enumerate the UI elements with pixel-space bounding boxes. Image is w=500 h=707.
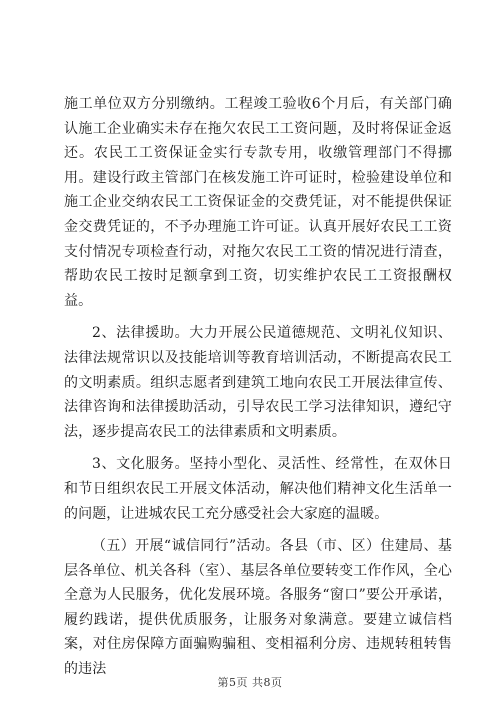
page-number-footer: 第5页 共8页 <box>217 676 283 689</box>
document-body <box>64 92 452 682</box>
paragraph-integrity-campaign: （五）开展“诚信同行”活动。各县（市、区）住建局、基层各单位、机关各科（室）、基层各单位要转变工作作风，全心全意为人民服务，优化发展环境。各服务“窗口”要公开承诺，履约践诺，提供优质服务，让服务对象满意。要建立诚信档案，对住房保障方面骗购骗租、变相福利分房、违规转租转售的违法 <box>64 538 452 678</box>
paragraph-legal-aid: 2、法律援助。大力开展公民道德规范、文明礼仪知识、法律法规常识以及技能培训等教育培训活动，不断提高农民工的文明素质。组织志愿者到建筑工地向农民工开展法律宣传、法律咨询和法律援助活动，引导农民工学习法律知识，遵纪守法，逐步提高农民工的法律素质和文明素质。 <box>64 325 452 440</box>
paragraph-cultural-service: 3、文化服务。坚持小型化、灵活性、经常性，在双休日和节日组织农民工开展文体活动，解决他们精神文化生活单一的问题，让进城农民工充分感受社会大家庭的温暖。 <box>64 456 452 522</box>
paragraph-wage-guarantee: 施工单位双方分别缴纳。工程竣工验收6个月后，有关部门确认施工企业确实未存在拖欠农民工工资问题，及时将保证金返还。农民工工资保证金实行专款专用，收缴管理部门不得挪用。建设行政主管部门在核发施工许可证时，检验建设单位和施工企业交纳农民工工资保证金的交费凭证，对不能提供保证金交费凭证的，不予办理施工许可证。认真开展好农民工工资支付情况专项检查行动，对拖欠农民工工资的情况进行清查，帮助农民工按时足额拿到工资，切实维护农民工工资报酬权益。 <box>64 96 452 309</box>
